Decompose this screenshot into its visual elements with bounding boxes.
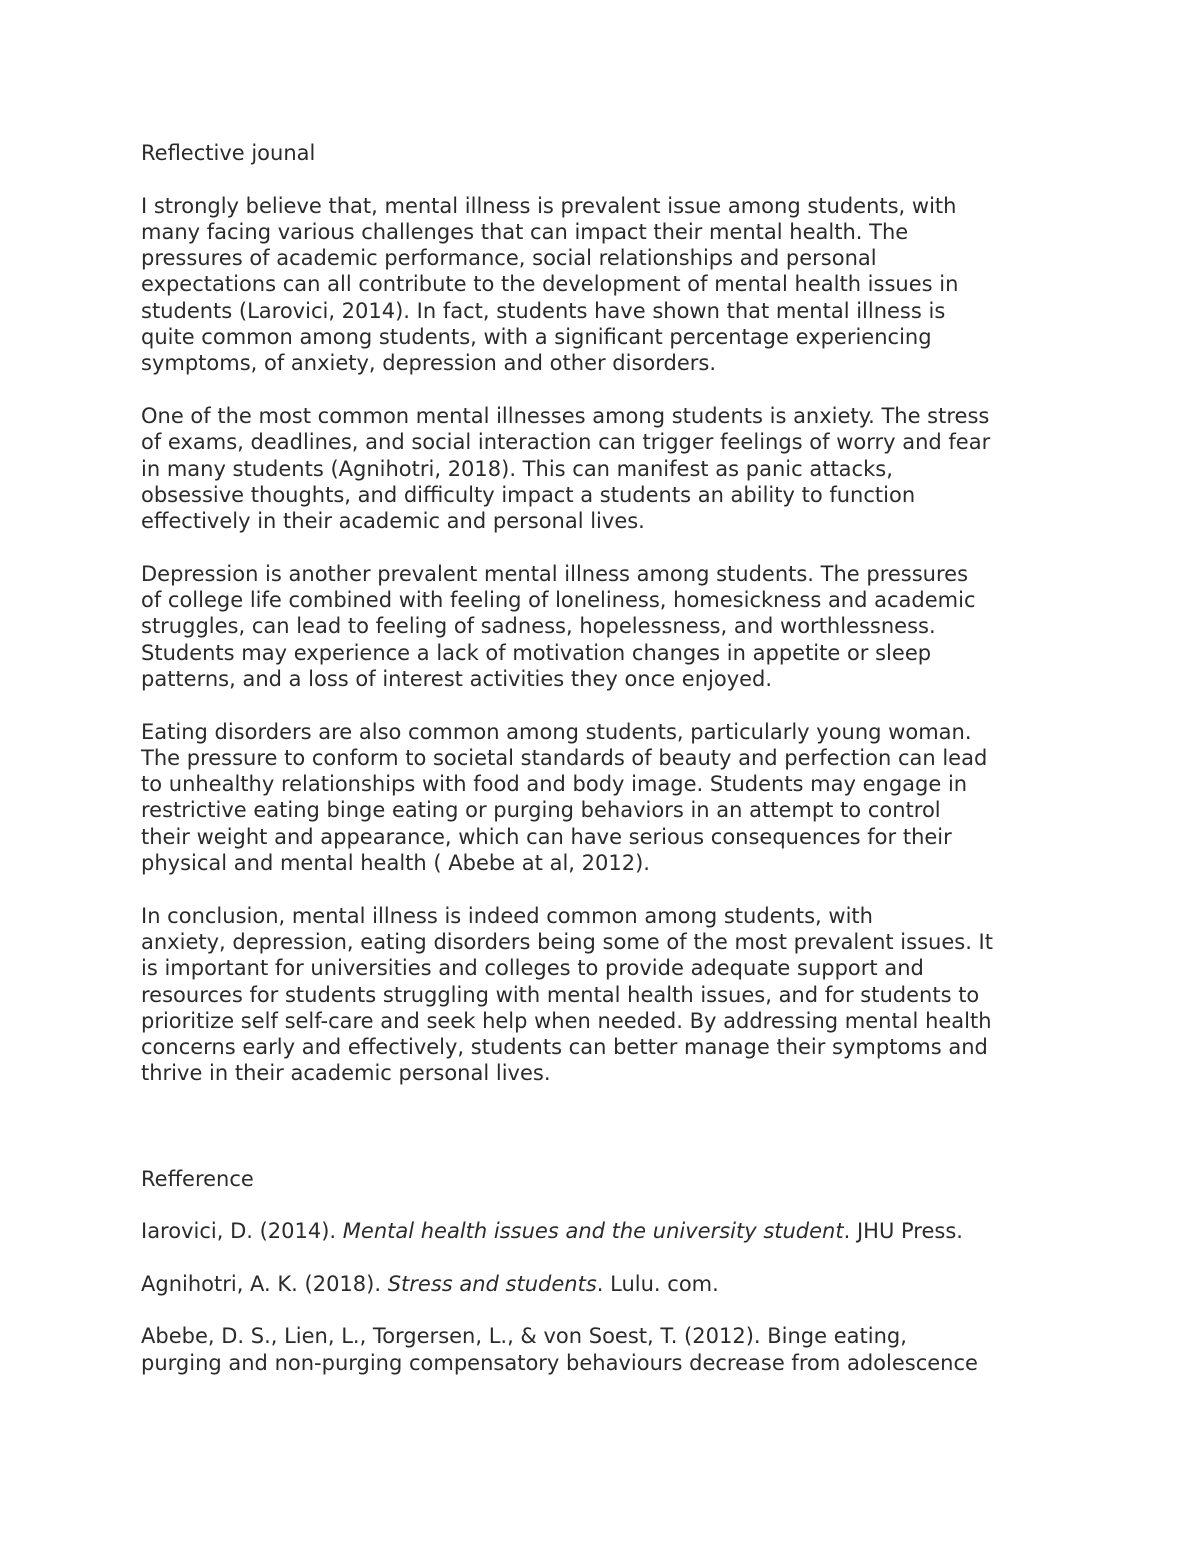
paragraph-1 <box>141 193 1071 377</box>
reference-authors: Agnihotri, A. K. (2018). <box>141 1271 388 1296</box>
text-line: is important for universities and colleges to provide adequate support and <box>141 956 924 981</box>
text-line: concerns early and effectively, students can better manage their symptoms and <box>141 1035 988 1060</box>
reference-authors: Iarovici, D. (2014). <box>141 1219 343 1244</box>
text-line: symptoms, of anxiety, depression and other disorders. <box>141 351 717 376</box>
text-line: many facing various challenges that can impact their mental health. The <box>141 219 909 244</box>
text-line: Depression is another prevalent mental illness among students. The pressures <box>141 561 969 586</box>
text-line: I strongly believe that, mental illness is prevalent issue among students, with <box>141 193 957 218</box>
text-line: struggles, can lead to feeling of sadness, hopelessness, and worthlessness. <box>141 614 936 639</box>
text-line: In conclusion, mental illness is indeed common among students, with <box>141 903 873 928</box>
reference-title: Stress and students <box>387 1271 597 1296</box>
text-line: One of the most common mental illnesses among students is anxiety. The stress <box>141 403 990 428</box>
text-line: resources for students struggling with mental health issues, and for students to <box>141 982 980 1007</box>
text-line: The pressure to conform to societal standards of beauty and perfection can lead <box>141 745 988 770</box>
paragraph-4 <box>141 719 1071 877</box>
paragraph-2 <box>141 403 1071 534</box>
reference-item-1 <box>141 1218 1071 1244</box>
document-title: Reflective jounal <box>141 141 316 165</box>
text-line: effectively in their academic and personal lives. <box>141 509 645 534</box>
reference-publisher: . JHU Press. <box>843 1219 963 1244</box>
document-page <box>141 140 1071 1376</box>
text-line: restrictive eating binge eating or purging behaviors in an attempt to control <box>141 798 941 823</box>
text-line: thrive in their academic personal lives. <box>141 1061 551 1086</box>
text-line: their weight and appearance, which can have serious consequences for their <box>141 824 952 849</box>
text-line: students (Larovici, 2014). In fact, students have shown that mental illness is <box>141 298 946 323</box>
text-line: expectations can all contribute to the development of mental health issues in <box>141 272 959 297</box>
reference-item-2 <box>141 1271 1071 1297</box>
text-line: of college life combined with feeling of loneliness, homesickness and academic <box>141 588 976 613</box>
paragraph-3 <box>141 561 1071 692</box>
reference-title: Mental health issues and the university student <box>342 1219 844 1244</box>
text-line: pressures of academic performance, social relationships and personal <box>141 246 877 271</box>
text-line: physical and mental health ( Abebe at al, 2012). <box>141 851 650 876</box>
references-heading: Refference <box>141 1166 254 1191</box>
text-line: in many students (Agnihotri, 2018). This can manifest as panic attacks, <box>141 456 893 481</box>
text-line: quite common among students, with a significant percentage experiencing <box>141 325 932 350</box>
text-line: Students may experience a lack of motivation changes in appetite or sleep <box>141 640 932 665</box>
text-line: purging and non-purging compensatory behaviours decrease from adolescence <box>141 1350 978 1375</box>
text-line: prioritize self self-care and seek help when needed. By addressing mental health <box>141 1008 992 1033</box>
text-line: anxiety, depression, eating disorders being some of the most prevalent issues. It <box>141 929 993 954</box>
text-line: obsessive thoughts, and difficulty impact a students an ability to function <box>141 482 916 507</box>
text-line: of exams, deadlines, and social interaction can trigger feelings of worry and fear <box>141 430 991 455</box>
reference-item-3 <box>141 1323 1071 1376</box>
text-line: patterns, and a loss of interest activities they once enjoyed. <box>141 666 773 691</box>
text-line: to unhealthy relationships with food and body image. Students may engage in <box>141 772 968 797</box>
text-line: Abebe, D. S., Lien, L., Torgersen, L., & von Soest, T. (2012). Binge eating, <box>141 1324 907 1349</box>
reference-publisher: . Lulu. com. <box>596 1271 719 1296</box>
text-line: Eating disorders are also common among students, particularly young woman. <box>141 719 972 744</box>
paragraph-5 <box>141 903 1071 1087</box>
